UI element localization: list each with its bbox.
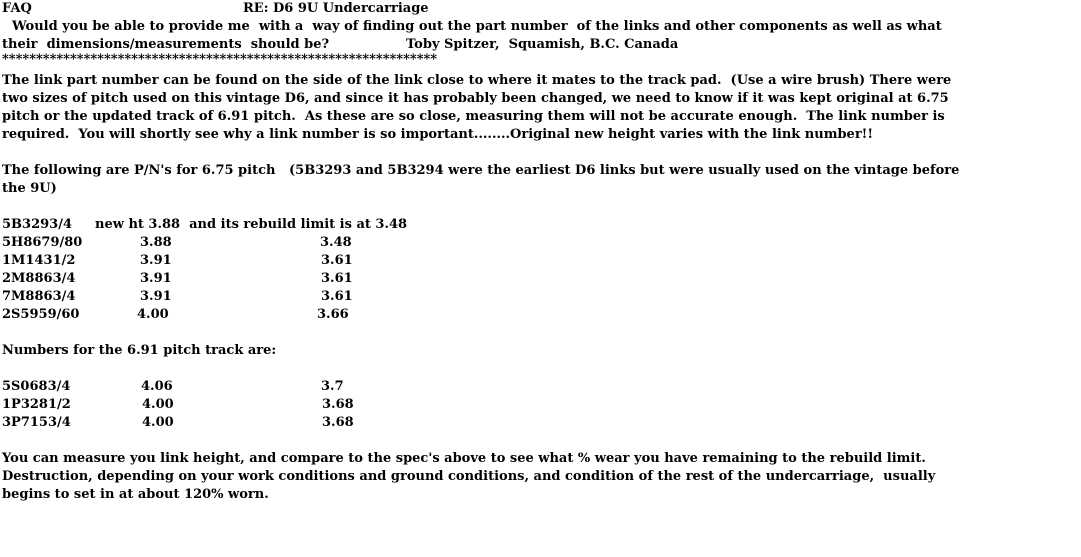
part-number: 2S5959/60 <box>2 307 80 322</box>
question-line-2: their dimensions/measurements should be? <box>2 37 330 52</box>
part-number: 2M8863/4 <box>2 271 76 286</box>
answer-para1-line: pitch or the updated track of 6.91 pitch. As these are so close, measuring them will not be accurate enough. The link number is <box>2 109 945 124</box>
part-number: 5B3293/4 <box>2 217 73 232</box>
rebuild-limit: 3.61 <box>321 253 353 268</box>
question-line-1: Would you be able to provide me with a way of finding out the part number of the links and other components as well as what <box>12 19 942 34</box>
subject-line: RE: D6 9U Undercarriage <box>243 1 429 16</box>
new-height: 4.06 <box>141 379 173 394</box>
answer-para3-line: begins to set in at about 120% worn. <box>2 487 269 502</box>
rebuild-limit: 3.66 <box>317 307 349 322</box>
part-number: 5S0683/4 <box>2 379 71 394</box>
rebuild-limit: 3.48 <box>320 235 352 250</box>
answer-para2-line: The following are P/N's for 6.75 pitch (5B3293 and 5B3294 were the earliest D6 links but were usually used on the vintage before <box>2 163 960 178</box>
answer-para3-line: Destruction, depending on your work conditions and ground conditions, and condition of the rest of the undercarriage, usually <box>2 469 936 484</box>
first-row-text: new ht 3.88 and its rebuild limit is at 3.48 <box>95 217 408 232</box>
new-height: 4.00 <box>142 397 174 412</box>
new-height: 3.91 <box>140 271 172 286</box>
rebuild-limit: 3.61 <box>321 271 353 286</box>
new-height: 3.91 <box>140 253 172 268</box>
part-number: 5H8679/80 <box>2 235 83 250</box>
part-number: 1P3281/2 <box>2 397 71 412</box>
part-number: 3P7153/4 <box>2 415 71 430</box>
rebuild-limit: 3.61 <box>321 289 353 304</box>
faq-label: FAQ <box>2 1 32 16</box>
answer-para1-line: The link part number can be found on the side of the link close to where it mates to the track pad. (Use a wire brush) There were <box>2 73 952 88</box>
new-height: 4.00 <box>137 307 169 322</box>
rebuild-limit: 3.68 <box>322 397 354 412</box>
separator: **************************************************************** <box>2 52 438 67</box>
new-height: 3.88 <box>140 235 172 250</box>
answer-para2-line: the 9U) <box>2 181 57 196</box>
new-height: 3.91 <box>140 289 172 304</box>
answer-para1-line: required. You will shortly see why a link number is so important........Original new height varies with the link number!! <box>2 127 874 142</box>
answer-para1-line: two sizes of pitch used on this vintage D6, and since it has probably been changed, we need to know if it was kept original at 6.75 <box>2 91 949 106</box>
rebuild-limit: 3.68 <box>322 415 354 430</box>
new-height: 4.00 <box>142 415 174 430</box>
question-author: Toby Spitzer, Squamish, B.C. Canada <box>406 37 679 52</box>
pitch-691-heading: Numbers for the 6.91 pitch track are: <box>2 343 277 358</box>
part-number: 7M8863/4 <box>2 289 76 304</box>
rebuild-limit: 3.7 <box>321 379 344 394</box>
answer-para3-line: You can measure you link height, and compare to the spec's above to see what % wear you have remaining to the rebuild limit. <box>2 451 926 466</box>
part-number: 1M1431/2 <box>2 253 76 268</box>
